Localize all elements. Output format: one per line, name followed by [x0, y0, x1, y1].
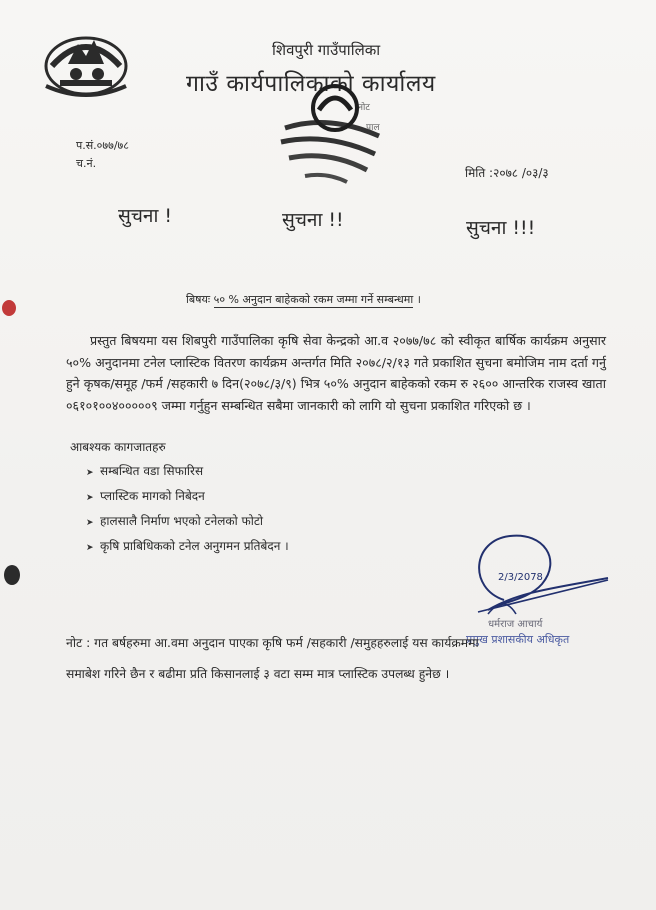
- list-item: [86, 462, 289, 487]
- list-item: [86, 512, 289, 537]
- document-item-text: हालसालै निर्माण भएको टनेलको फोटो: [100, 514, 264, 528]
- punch-hole: [2, 300, 16, 316]
- arrow-bullet-icon: ➤: [86, 543, 94, 553]
- notice-title-3: सुचना !!!: [466, 217, 536, 239]
- punch-hole: [4, 565, 20, 585]
- arrow-bullet-icon: ➤: [86, 468, 94, 478]
- arrow-bullet-icon: ➤: [86, 493, 94, 503]
- subject-label: बिषयः: [186, 293, 211, 306]
- office-title: गाउँ कार्यपालिकाको कार्यालय: [186, 71, 436, 97]
- signatory-title: प्रमुख प्रशासकीय अधिकृत: [466, 633, 570, 646]
- body-paragraph-text: प्रस्तुत बिषयमा यस शिबपुरी गाउँपालिका कृषि सेवा केन्द्रको आ.व २०७७/७८ को स्वीकृत बार्षिक कार्यक्रम अनुसार ५०% अनुदानमा टनेल प्लास्टिक वितरण कार्यक्रम अन्तर्गत मिति २०७८/२/१३ गते प्रकाशित सुचना बमोजिम नाम दर्ता गर्नु हुने कृषक/समूह /फर्म /सहकारी ७ दिन(२०७८/३/९) भित्र ५०% अनुदान बाहेकको रकम रु २६०० आन्तरिक राजस्व खाता ०६१०१००४०००००९ जम्मा गर्नुहुन सम्बन्धित सबैमा जानकारी को लागि यो सुचना प्रकाशित गरिएको छ ।: [66, 333, 606, 413]
- arrow-bullet-icon: ➤: [86, 518, 94, 528]
- district-text: पाल: [366, 123, 380, 133]
- notice-title-1: सुचना !: [118, 205, 173, 227]
- subject-text: ५० % अनुदान बाहेकको रकम जम्मा गर्ने सम्बन्धमा: [213, 293, 414, 306]
- signatory-name: धर्मराज आचार्य: [488, 619, 543, 630]
- list-item: [86, 487, 289, 512]
- list-item: [86, 537, 289, 562]
- dispatch-number: च.नं.: [76, 157, 97, 170]
- footer-note: [66, 628, 611, 690]
- document-item-text: कृषि प्राबिधिकको टनेल अनुगमन प्रतिबेदन ।: [100, 539, 289, 553]
- signature-date: 2/3/2078: [498, 572, 543, 583]
- office-note: नोट: [358, 103, 370, 113]
- note-line-2: समाबेश गरिने छैन र बढीमा प्रति किसानलाई ३ वटा सम्म मात्र प्लास्टिक उपलब्ध हुनेछ ।: [66, 667, 450, 681]
- letter-number: प.सं.०७७/७८: [76, 139, 129, 152]
- notice-title-2: सुचना !!: [282, 209, 344, 231]
- municipality-name: शिवपुरी गाउँपालिका: [272, 41, 381, 59]
- document-item-text: प्लास्टिक मागको निबेदन: [100, 489, 205, 503]
- documents-heading: आबश्यक कागजातहरु: [70, 440, 166, 454]
- office-stamp: [275, 80, 387, 188]
- body-paragraph: [66, 330, 606, 416]
- subject-line: [186, 292, 421, 307]
- government-emblem-logo: [38, 26, 134, 98]
- document-item-text: सम्बन्धित वडा सिफारिस: [100, 464, 204, 478]
- letter-date: मिति :२०७८ /०३/३: [465, 166, 549, 180]
- note-line-1: नोट : गत बर्षहरुमा आ.वमा अनुदान पाएका कृषि फर्म /सहकारी /समुहहरुलाई यस कार्यक्रममा: [66, 636, 479, 650]
- subject-end: ।: [416, 293, 421, 306]
- documents-list: [86, 462, 289, 562]
